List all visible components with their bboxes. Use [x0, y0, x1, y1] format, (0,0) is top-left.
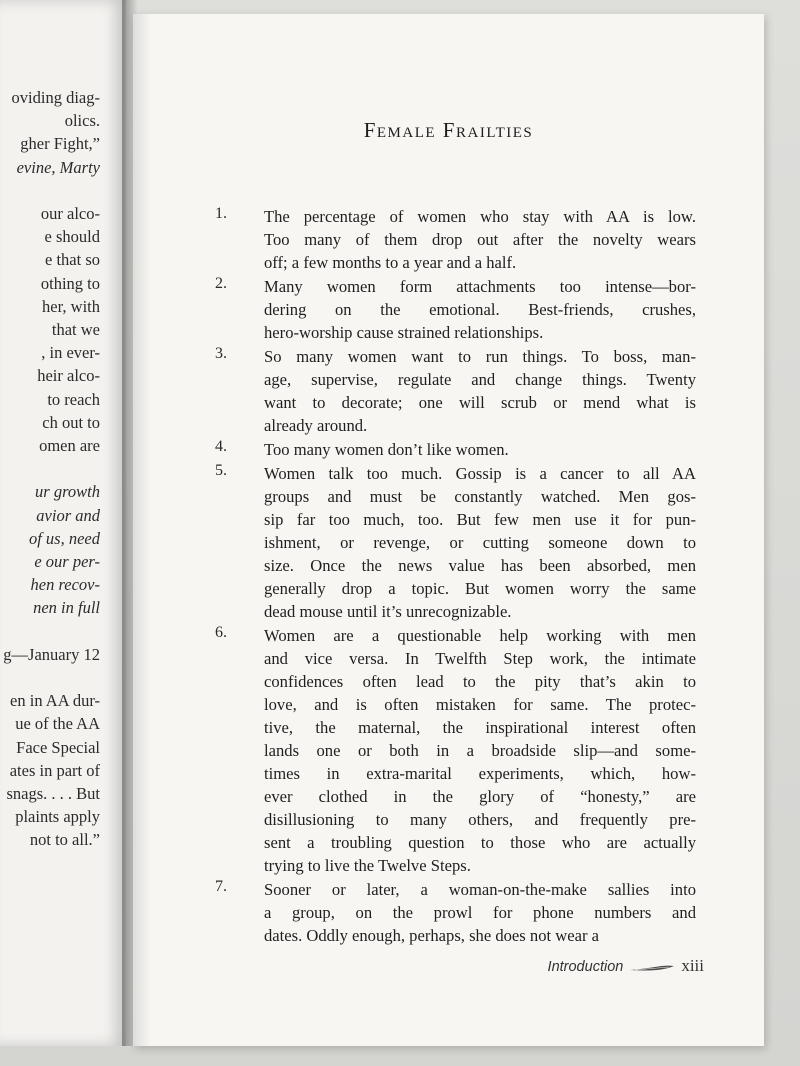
- left-page-line: evine, Marty: [16, 157, 100, 177]
- page-title: Female Frailties: [363, 118, 534, 142]
- left-page-line: g—January 12: [3, 644, 100, 664]
- text-line: trying to live the Twelve Steps.: [264, 856, 471, 875]
- left-page-line: snags. . . . But: [6, 784, 100, 803]
- text-line: size. Once the news value has been absorbed, men: [264, 556, 696, 575]
- left-page-line: e should: [44, 227, 100, 247]
- text-line: dead mouse until it’s unrecognizable.: [264, 602, 512, 621]
- list-item-text: [264, 205, 696, 274]
- text-line: generally drop a topic. But women worry the same: [264, 579, 696, 598]
- text-line: a group, on the prowl for phone numbers and: [264, 903, 696, 922]
- left-page-line: nen in full: [33, 598, 100, 618]
- list-item-number: 4.: [215, 438, 227, 455]
- list-item-text: [264, 624, 696, 877]
- left-page-line: Face Special: [16, 737, 100, 757]
- left-page-line: e that so: [45, 250, 100, 270]
- left-page-line: that we: [51, 320, 100, 339]
- left-page-line: , in ever-: [41, 343, 100, 363]
- text-line: and vice versa. In Twelfth Step work, the intimate: [264, 649, 696, 668]
- list-item-number: 7.: [215, 878, 227, 895]
- text-line: Too many women don’t like women.: [264, 440, 509, 459]
- left-page-line: othing to: [40, 273, 100, 293]
- left-page-line: omen are: [39, 436, 100, 455]
- left-page-line: of us, need: [28, 528, 100, 548]
- text-line: confidences often lead to the pity that’s akin to: [264, 672, 696, 691]
- right-page: [133, 14, 764, 1046]
- quill-ornament-icon: [629, 962, 675, 974]
- text-line: dering on the emotional. Best-friends, crushes,: [264, 300, 696, 319]
- left-page-line: our alco-: [40, 204, 100, 223]
- text-line: Women are a questionable help working with men: [264, 626, 696, 645]
- text-line: Too many of them drop out after the novelty wears: [264, 230, 696, 249]
- left-page-line: not to all.”: [29, 830, 100, 850]
- left-page-line: ue of the AA: [15, 714, 100, 734]
- text-line: sent a troubling question to those who are actually: [264, 833, 696, 852]
- text-line: dates. Oddly enough, perhaps, she does not wear a: [264, 926, 600, 945]
- left-page-line: her, with: [42, 296, 100, 316]
- list-item-number: 6.: [215, 624, 227, 641]
- left-page-line: hen recov-: [30, 575, 100, 595]
- left-page-line: gher Fight,”: [20, 134, 100, 154]
- list-item-text: [264, 275, 696, 344]
- list-item-number: 2.: [215, 275, 227, 292]
- text-line: Many women form attachments too intense—bor-: [264, 277, 696, 296]
- list-item-text: [264, 878, 696, 947]
- left-page-line: ur growth: [35, 482, 100, 502]
- text-line: ishment, or revenge, or cutting someone down to: [264, 533, 696, 552]
- text-line: want to decorate; one will scrub or mend what is: [264, 393, 696, 412]
- running-footer: [548, 956, 704, 980]
- text-line: The percentage of women who stay with AA is low.: [264, 207, 696, 226]
- left-page-line: ch out to: [42, 412, 100, 432]
- list-item-number: 5.: [215, 462, 227, 479]
- left-page-line: oviding diag-: [11, 88, 100, 107]
- left-page-line: heir alco-: [37, 366, 100, 386]
- left-page-line: plaints apply: [15, 807, 100, 827]
- text-line: tive, the maternal, the inspirational interest often: [264, 718, 696, 737]
- text-line: ever clothed in the glory of “honesty,” are: [264, 787, 696, 806]
- footer-section-name: Introduction: [547, 959, 624, 975]
- left-page-line: e our per-: [34, 552, 100, 571]
- list-item-text: [264, 345, 696, 437]
- text-line: lands one or both in a broadside slip—and some-: [264, 741, 696, 760]
- list-item-number: 3.: [215, 345, 227, 362]
- left-page-line: to reach: [47, 389, 100, 409]
- left-page-line: ates in part of: [9, 760, 100, 780]
- left-page-line: avior and: [36, 505, 100, 525]
- text-line: groups and must be constantly watched. Men gos-: [264, 487, 696, 506]
- list-item-text: [264, 462, 696, 623]
- text-line: off; a few months to a year and a half.: [264, 253, 517, 272]
- list-item-text: [264, 438, 696, 461]
- list-item-number: 1.: [215, 205, 227, 222]
- page-number: xiii: [681, 956, 704, 975]
- text-line: So many women want to run things. To boss, man-: [264, 347, 696, 366]
- text-line: Women talk too much. Gossip is a cancer to all AA: [264, 464, 696, 483]
- text-line: disillusioning to many others, and frequently pre-: [264, 810, 696, 829]
- text-line: times in extra-marital experiments, which, how-: [264, 764, 696, 783]
- text-line: hero-worship cause strained relationships.: [264, 323, 544, 342]
- text-line: Sooner or later, a woman-on-the-make sallies into: [264, 880, 696, 899]
- text-line: love, and is often mistaken for same. The protec-: [264, 695, 696, 714]
- text-line: sip far too much, too. But few men use it for pun-: [264, 510, 696, 529]
- text-line: already around.: [264, 416, 368, 435]
- left-page-line: olics.: [64, 111, 100, 131]
- text-line: age, supervise, regulate and change things. Twenty: [264, 370, 696, 389]
- left-facing-page: [0, 0, 126, 1046]
- left-page-line: en in AA dur-: [10, 691, 100, 711]
